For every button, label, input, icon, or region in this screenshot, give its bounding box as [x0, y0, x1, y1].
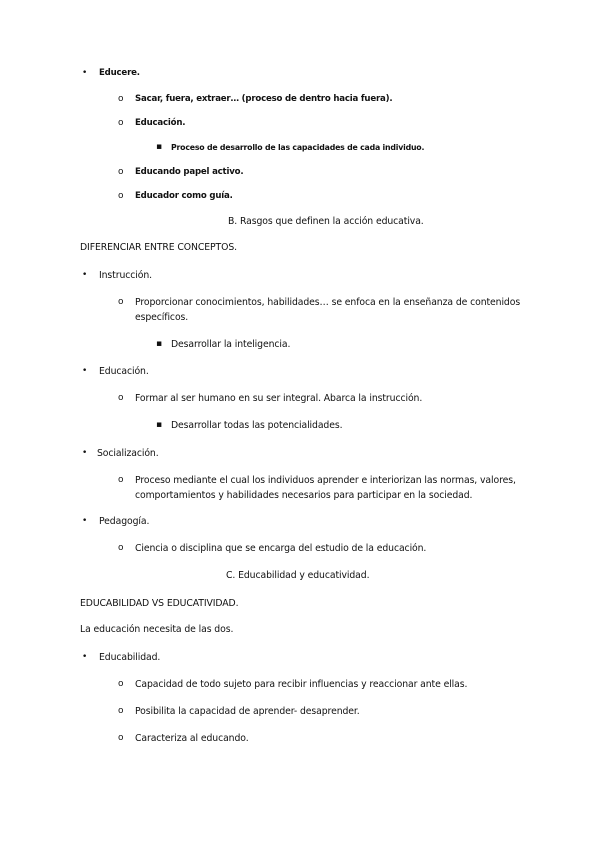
bullet-marker: o	[118, 393, 124, 403]
paragraph: La educación necesita de las dos.	[80, 624, 234, 635]
bullet-marker: o	[118, 94, 124, 104]
paragraph: DIFERENCIAR ENTRE CONCEPTOS.	[80, 242, 238, 253]
list-item: Desarrollar la inteligencia.	[171, 339, 291, 350]
list-item: Pedagogía.	[99, 516, 150, 527]
list-item: Sacar, fuera, extraer… (proceso de dentro hacia fuera).	[135, 94, 393, 104]
list-item: Proceso mediante el cual los individuos aprender e interiorizan las normas, valores, comportamientos y habilidades necesarios para participar en la sociedad.	[135, 475, 516, 501]
bullet-marker: o	[118, 543, 124, 553]
list-item: Formar al ser humano en su ser integral. Abarca la instrucción.	[135, 393, 423, 404]
bullet-marker: o	[118, 297, 124, 307]
bullet-marker: •	[82, 68, 88, 78]
list-item: Instrucción.	[99, 270, 152, 281]
list-item: Proceso de desarrollo de las capacidades de cada individuo.	[171, 143, 425, 152]
section-heading: C. Educabilidad y educatividad.	[226, 570, 370, 581]
list-item: Educabilidad.	[99, 652, 161, 663]
bullet-marker: o	[118, 706, 124, 716]
bullet-marker: o	[118, 475, 124, 485]
bullet-marker: •	[82, 448, 88, 458]
bullet-marker: •	[82, 270, 88, 280]
list-item: Capacidad de todo sujeto para recibir influencias y reaccionar ante ellas.	[135, 679, 468, 690]
bullet-marker: •	[82, 366, 88, 376]
list-item: Caracteriza al educando.	[135, 733, 249, 744]
bullet-marker: o	[118, 167, 124, 177]
bullet-marker: o	[118, 679, 124, 689]
bullet-marker: o	[118, 118, 124, 128]
list-item: Educando papel activo.	[135, 167, 244, 177]
list-item: Posibilita la capacidad de aprender- desaprender.	[135, 706, 360, 717]
list-item: Socialización.	[97, 448, 159, 459]
list-item: Educador como guía.	[135, 191, 233, 201]
bullet-marker: ▪	[156, 339, 163, 349]
bullet-marker: •	[82, 516, 88, 526]
section-heading: B. Rasgos que definen la acción educativa.	[228, 216, 424, 227]
paragraph: EDUCABILIDAD VS EDUCATIVIDAD.	[80, 598, 239, 609]
list-item: Ciencia o disciplina que se encarga del estudio de la educación.	[135, 543, 427, 554]
bullet-marker: ▪	[156, 420, 163, 430]
list-item: Desarrollar todas las potencialidades.	[171, 420, 343, 431]
list-item: Educere.	[99, 68, 140, 78]
bullet-marker: ▪	[156, 142, 163, 152]
list-item: Educación.	[135, 118, 186, 128]
bullet-marker: o	[118, 733, 124, 743]
bullet-marker: •	[82, 652, 88, 662]
list-item: Educación.	[99, 366, 149, 377]
list-item: Proporcionar conocimientos, habilidades… se enfoca en la enseñanza de contenidos específicos.	[135, 297, 521, 323]
bullet-marker: o	[118, 191, 124, 201]
